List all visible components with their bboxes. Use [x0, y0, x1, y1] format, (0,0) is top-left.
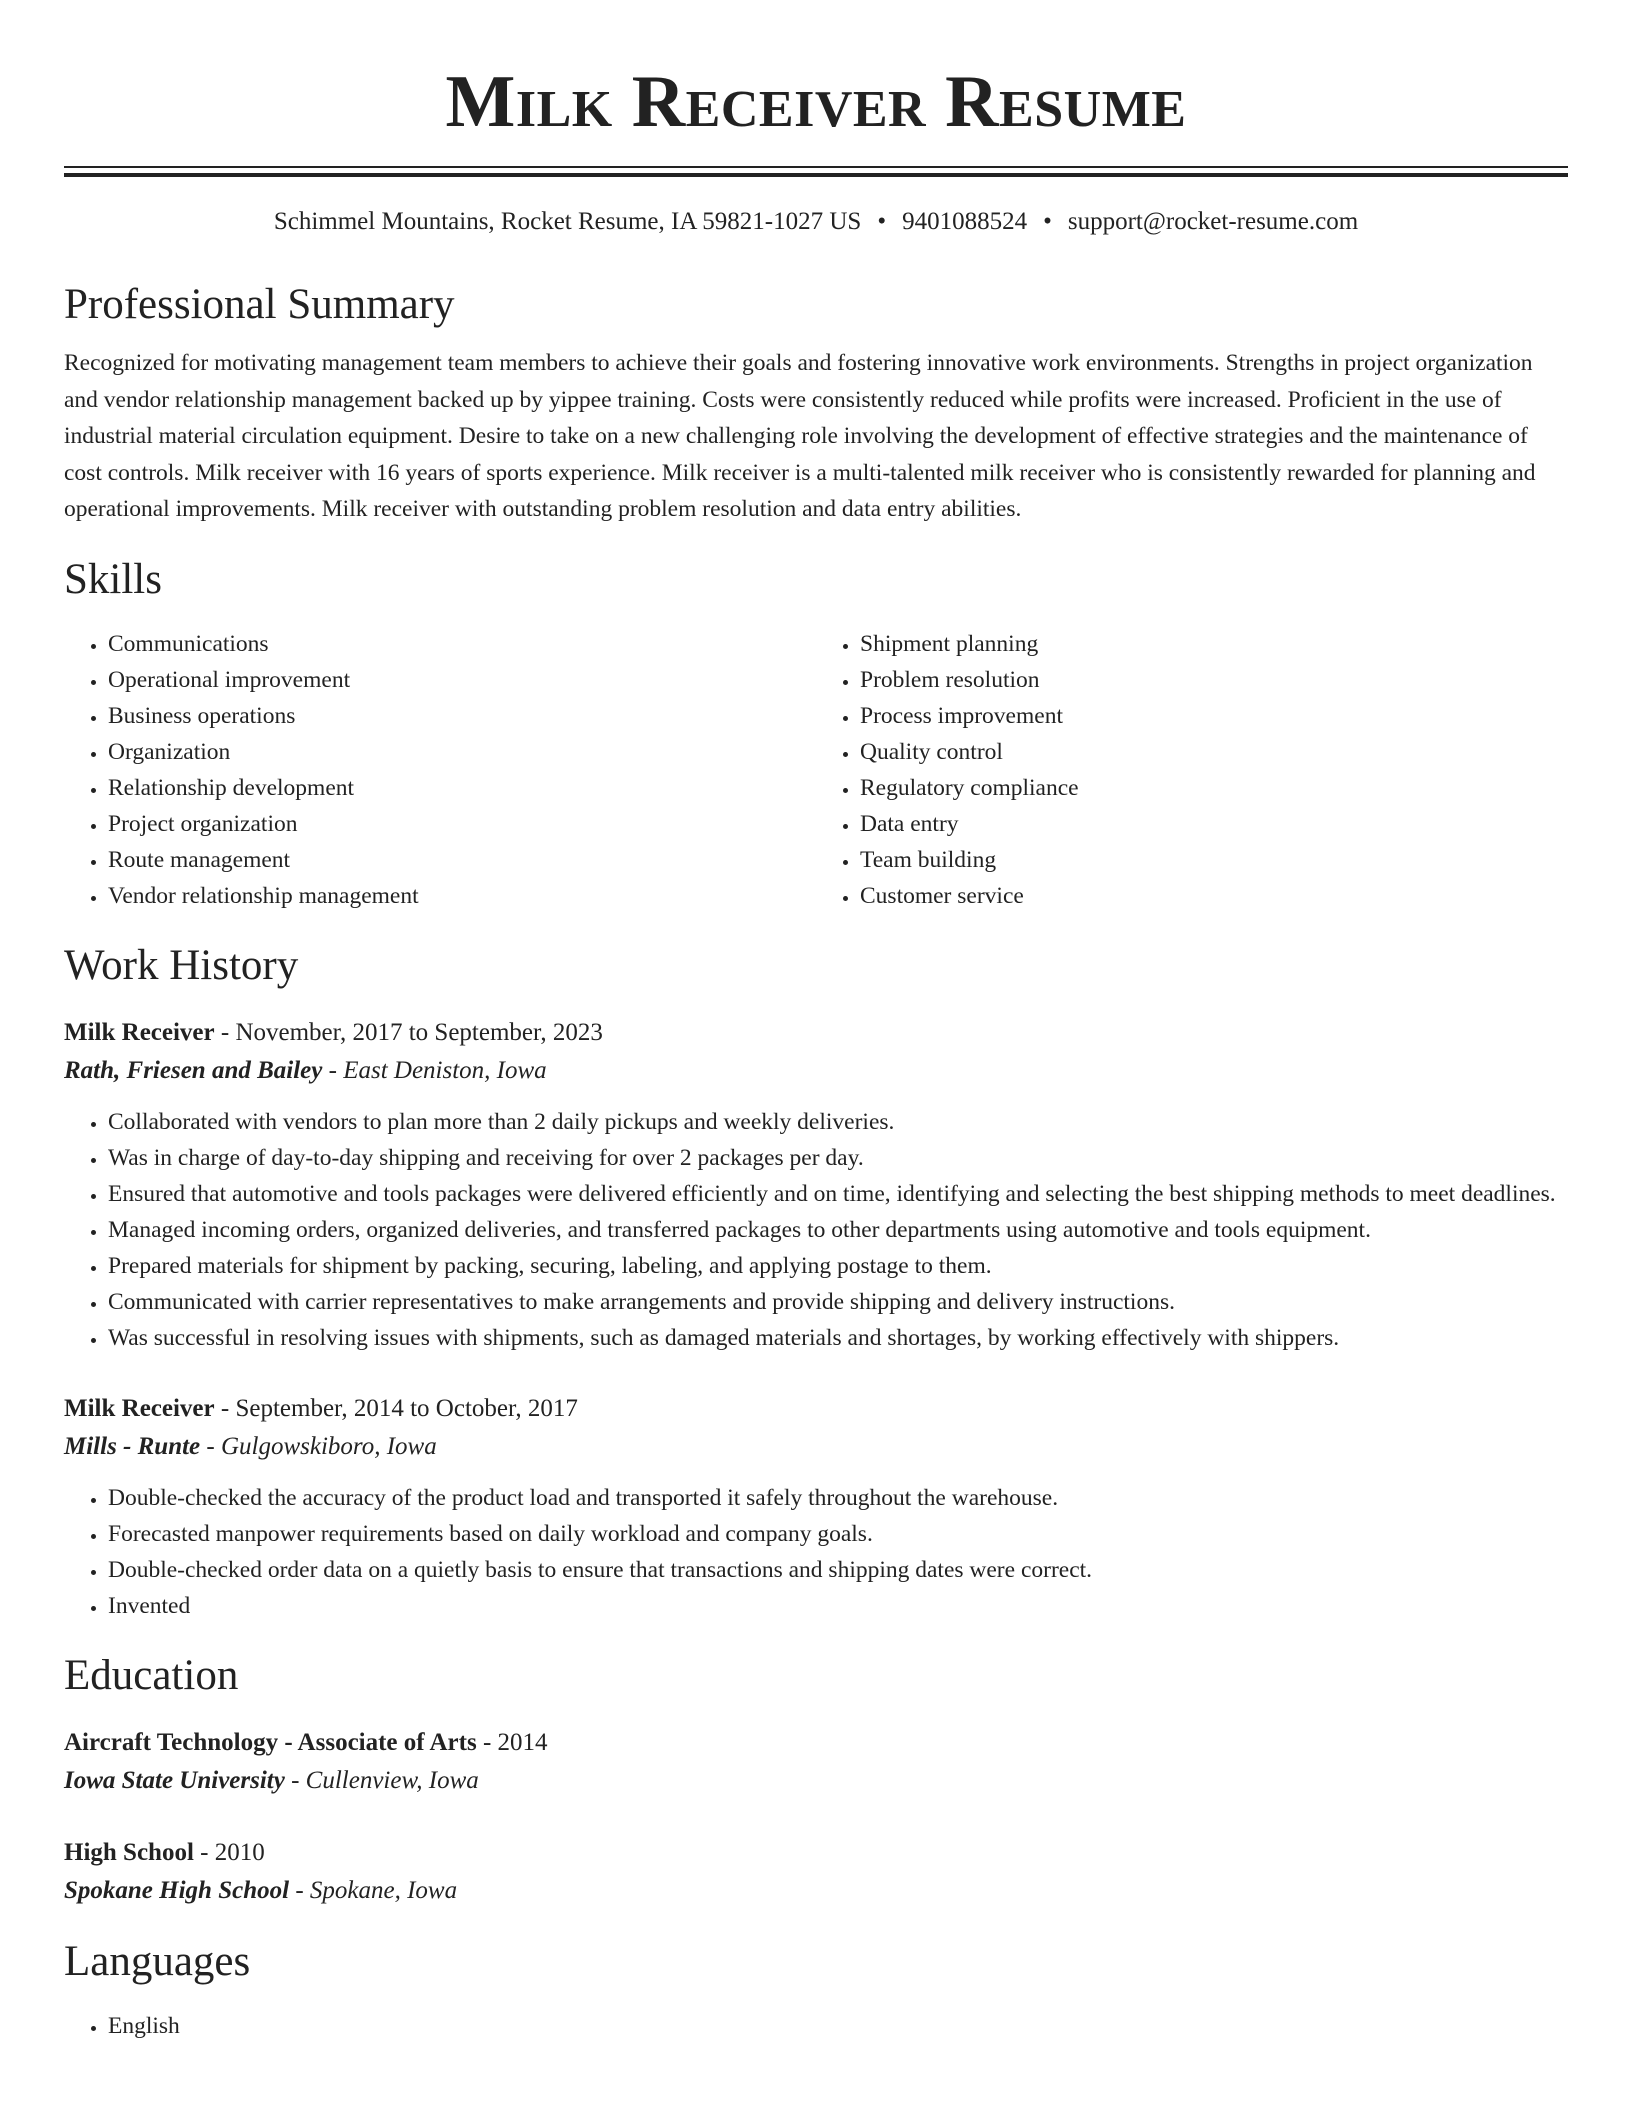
job-bullet: • Communicated with carrier representatives to make arrangements and provide shipping and delivery instructions.: [108, 1284, 1568, 1320]
languages-list: [64, 2008, 1568, 2044]
education-school: Spokane High School: [64, 1876, 290, 1904]
skill-item: • Operational improvement: [108, 662, 816, 698]
skills-list-left: [64, 626, 816, 914]
job-bullet: • Collaborated with vendors to plan more than 2 daily pickups and weekly deliveries.: [108, 1104, 1568, 1140]
job-title: Milk Receiver: [64, 1018, 215, 1046]
work-history-heading: Work History: [64, 941, 299, 989]
skill-item: • Shipment planning: [860, 626, 1568, 662]
skills-heading: Skills: [64, 555, 162, 603]
education-location: - Cullenview, Iowa: [291, 1766, 479, 1794]
skill-item: • Relationship development: [108, 770, 816, 806]
skill-item: • Project organization: [108, 806, 816, 842]
skill-item: • Quality control: [860, 734, 1568, 770]
education-degree-line: [64, 1834, 1568, 1872]
education-school-line: [64, 1872, 1568, 1910]
skills-columns: [64, 626, 1568, 914]
job-org-line: [64, 1428, 1568, 1466]
job-bullets: [64, 1480, 1568, 1624]
education-degree: High School: [64, 1838, 194, 1866]
languages-heading: Languages: [64, 1937, 251, 1985]
skill-item: • Regulatory compliance: [860, 770, 1568, 806]
skill-item: • Team building: [860, 842, 1568, 878]
job-bullet: • Double-checked the accuracy of the product load and transported it safely throughout the warehouse.: [108, 1480, 1568, 1516]
skills-list-right: [816, 626, 1568, 914]
job-bullet: • Managed incoming orders, organized deliveries, and transferred packages to other departments using automotive and tools equipment.: [108, 1212, 1568, 1248]
job-bullet: • Double-checked order data on a quietly basis to ensure that transactions and shipping dates were correct.: [108, 1552, 1568, 1588]
language-item: • English: [108, 2008, 1568, 2044]
contact-phone: 9401088524: [902, 208, 1028, 235]
skill-item: • Communications: [108, 626, 816, 662]
job-location: - Gulgowskiboro, Iowa: [206, 1432, 437, 1460]
job-company: Rath, Friesen and Bailey: [64, 1056, 323, 1084]
skill-item: • Organization: [108, 734, 816, 770]
skill-item: • Problem resolution: [860, 662, 1568, 698]
education-school: Iowa State University: [64, 1766, 285, 1794]
job-entry: [64, 1014, 1568, 1356]
education-degree-line: [64, 1724, 1568, 1762]
job-role-line: [64, 1014, 1568, 1052]
job-bullet: • Ensured that automotive and tools packages were delivered efficiently and on time, identifying and selecting the best shipping methods to meet deadlines.: [108, 1176, 1568, 1212]
contact-separator: •: [1043, 208, 1052, 235]
education-year: - 2010: [200, 1838, 265, 1866]
skill-item: • Vendor relationship management: [108, 878, 816, 914]
skill-item: • Process improvement: [860, 698, 1568, 734]
skill-item: • Customer service: [860, 878, 1568, 914]
education-heading: Education: [64, 1651, 239, 1699]
skill-item: • Route management: [108, 842, 816, 878]
skill-item: • Business operations: [108, 698, 816, 734]
contact-line: [64, 205, 1568, 239]
education-year: - 2014: [482, 1728, 548, 1756]
job-title: Milk Receiver: [64, 1394, 215, 1422]
title-divider: [64, 166, 1568, 177]
job-location: - East Deniston, Iowa: [328, 1056, 547, 1084]
summary-heading: Professional Summary: [64, 281, 455, 328]
education-school-line: [64, 1762, 1568, 1800]
education-location: - Spokane, Iowa: [295, 1876, 458, 1904]
contact-address: Schimmel Mountains, Rocket Resume, IA 59821-1027 US: [273, 208, 862, 235]
job-org-line: [64, 1052, 1568, 1090]
contact-separator: •: [877, 208, 887, 235]
job-bullet: • Forecasted manpower requirements based on daily workload and company goals.: [108, 1516, 1568, 1552]
education-entry: [64, 1834, 1568, 1910]
job-bullets: [64, 1104, 1568, 1356]
job-bullet: • Was in charge of day-to-day shipping and receiving for over 2 packages per day.: [108, 1140, 1568, 1176]
job-dates: - November, 2017 to September, 2023: [220, 1018, 603, 1046]
summary-text: Recognized for motivating management team members to achieve their goals and fostering innovative work environments. Strengths in project organization and vendor relationship management backed up by yippee training. Costs were consistently reduced while profits were increased. Proficient in the use of industrial material circulation equipment. Desire to take on a new challenging role involving the development of effective strategies and the maintenance of cost controls. Milk receiver with 16 years of sports experience. Milk receiver is a multi-talented milk receiver who is consistently rewarded for planning and operational improvements. Milk receiver with outstanding problem resolution and data entry abilities.: [64, 350, 1536, 522]
skill-item: • Data entry: [860, 806, 1568, 842]
contact-email: support@rocket-resume.com: [1067, 208, 1359, 235]
page-title: Milk Receiver Resume: [445, 61, 1187, 143]
job-entry: [64, 1390, 1568, 1624]
job-dates: - September, 2014 to October, 2017: [220, 1394, 578, 1422]
job-bullet: • Prepared materials for shipment by packing, securing, labeling, and applying postage to them.: [108, 1248, 1568, 1284]
job-company: Mills - Runte: [64, 1432, 201, 1460]
education-degree: Aircraft Technology - Associate of Arts: [64, 1728, 477, 1756]
job-role-line: [64, 1390, 1568, 1428]
job-bullet: • Was successful in resolving issues with shipments, such as damaged materials and shortages, by working effectively with shippers.: [108, 1320, 1568, 1356]
education-entry: [64, 1724, 1568, 1800]
job-bullet: • Invented: [108, 1588, 1568, 1624]
resume-page: [64, 0, 1568, 2044]
